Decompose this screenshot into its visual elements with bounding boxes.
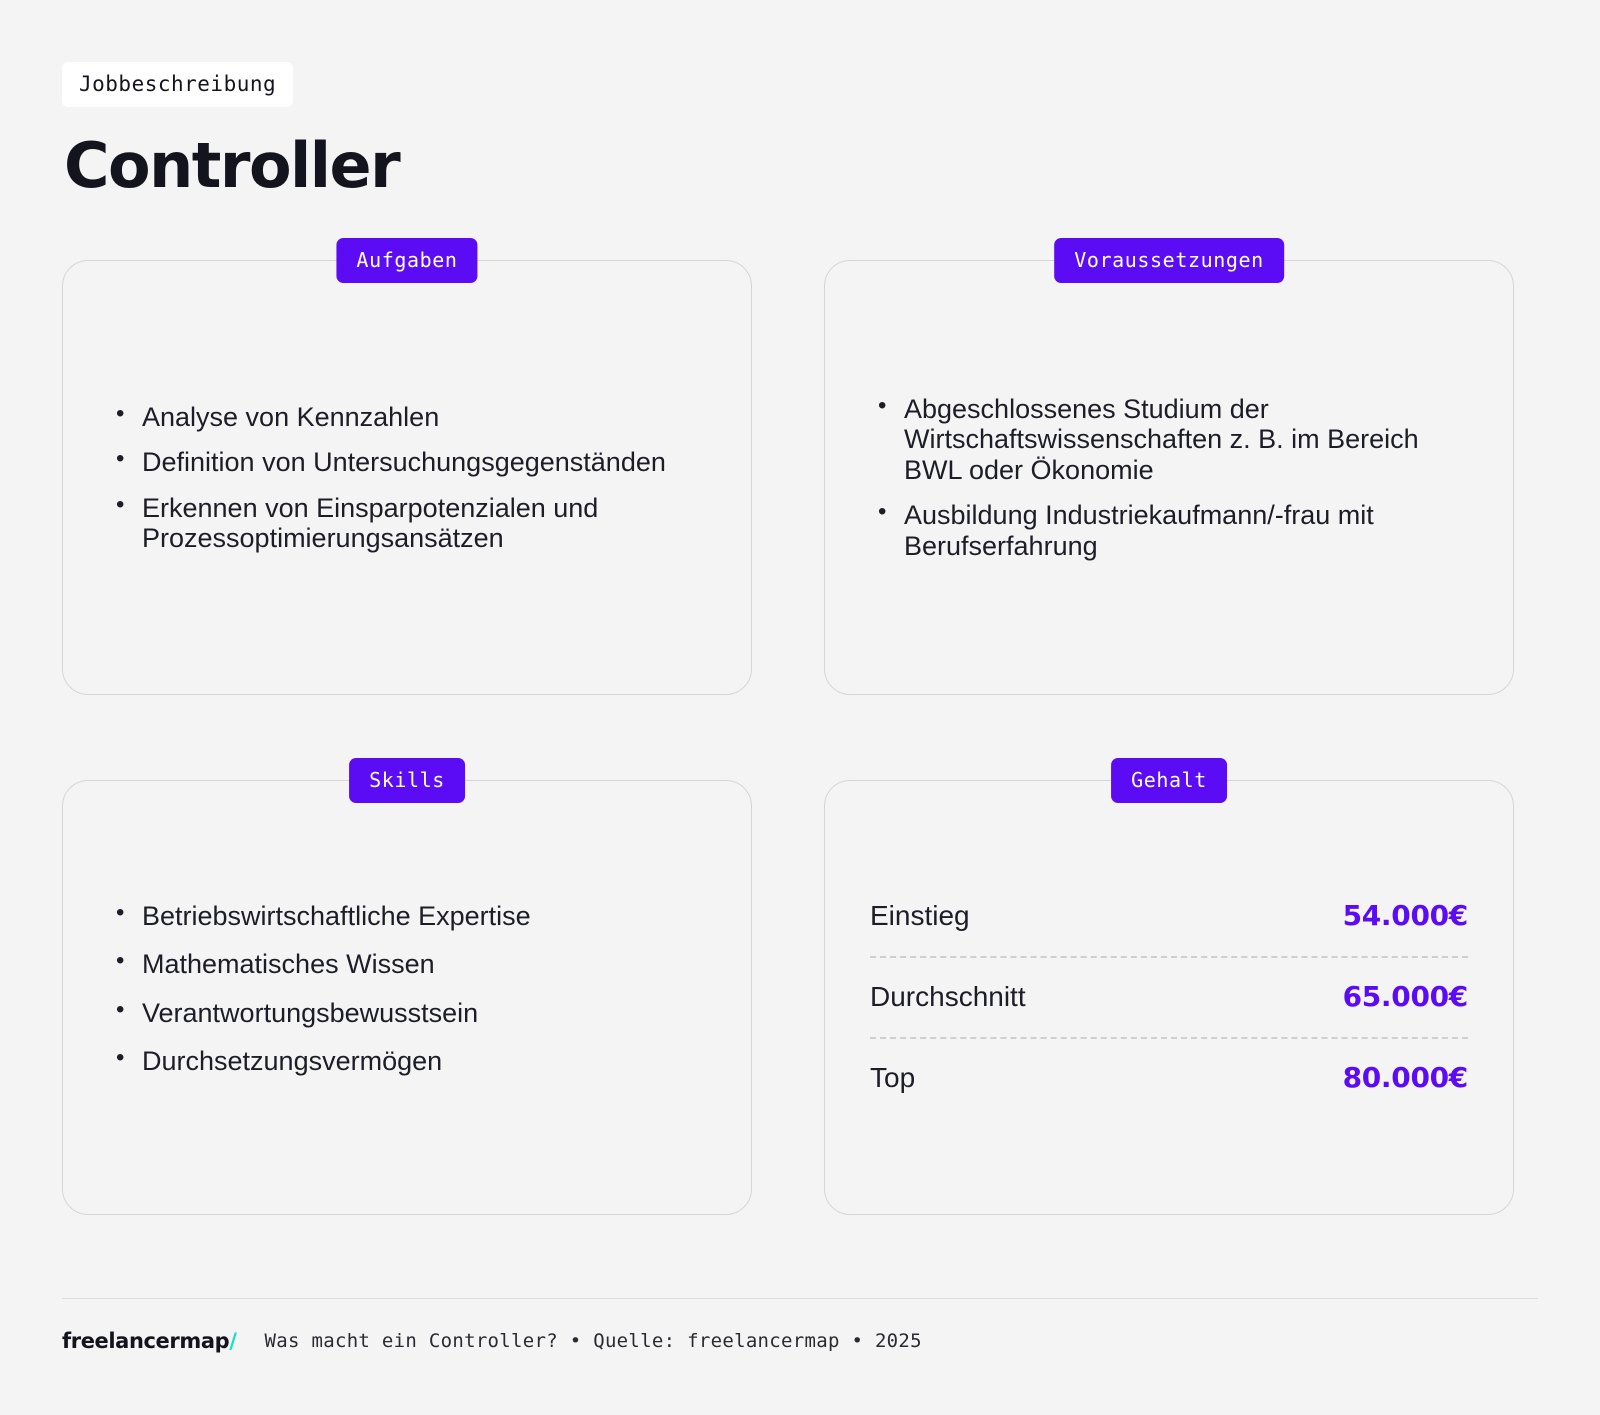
- table-row: [870, 1049, 1468, 1108]
- card-requirements: [824, 248, 1514, 695]
- card-salary-body: [824, 780, 1514, 1215]
- salary-label: Einstieg: [870, 900, 970, 931]
- brand-slash: /: [229, 1329, 237, 1353]
- salary-value: 80.000€: [1342, 1061, 1468, 1094]
- card-salary-badge: Gehalt: [1111, 758, 1227, 803]
- list-item: • Abgeschlossenes Studium der Wirtschaftswissenschaften z. B. im Bereich BWL oder Ökonomie: [870, 394, 1468, 486]
- table-row: [870, 887, 1468, 946]
- list-item: • Durchsetzungsvermögen: [108, 1046, 706, 1077]
- card-skills-badge: Skills: [349, 758, 465, 803]
- card-requirements-body: [824, 260, 1514, 695]
- card-tasks: [62, 248, 752, 695]
- card-tasks-badge: Aufgaben: [336, 238, 477, 283]
- list-item: • Betriebswirtschaftliche Expertise: [108, 901, 706, 932]
- skills-list: [108, 901, 706, 1095]
- salary-table: [870, 887, 1468, 1108]
- footer: [62, 1329, 922, 1353]
- list-item: • Verantwortungsbewusstsein: [108, 998, 706, 1029]
- page-title: Controller: [64, 129, 400, 202]
- card-tasks-body: [62, 260, 752, 695]
- card-skills: [62, 768, 752, 1215]
- brand-name: freelancermap: [62, 1329, 230, 1353]
- row-divider: [870, 1037, 1468, 1039]
- table-row: [870, 968, 1468, 1027]
- list-item: • Analyse von Kennzahlen: [108, 402, 706, 433]
- card-grid: [62, 248, 1538, 1215]
- card-requirements-badge: Voraussetzungen: [1054, 238, 1284, 283]
- card-salary: [824, 768, 1514, 1215]
- salary-label: Durchschnitt: [870, 981, 1026, 1012]
- list-item: • Ausbildung Industriekaufmann/-frau mit Berufserfahrung: [870, 500, 1468, 561]
- footer-caption: Was macht ein Controller? • Quelle: freelancermap • 2025: [264, 1330, 922, 1352]
- salary-label: Top: [870, 1062, 916, 1093]
- row-divider: [870, 956, 1468, 958]
- list-item: • Definition von Untersuchungsgegenständen: [108, 447, 706, 478]
- requirements-list: [870, 394, 1468, 562]
- eyebrow-badge: Jobbeschreibung: [62, 62, 293, 107]
- footer-divider: [62, 1298, 1538, 1299]
- list-item: • Erkennen von Einsparpotenzialen und Prozessoptimierungsansätzen: [108, 493, 706, 554]
- list-item: • Mathematisches Wissen: [108, 949, 706, 980]
- tasks-list: [108, 402, 706, 554]
- card-skills-body: [62, 780, 752, 1215]
- brand-logo: [62, 1329, 237, 1353]
- salary-value: 65.000€: [1342, 980, 1468, 1013]
- salary-value: 54.000€: [1342, 899, 1468, 932]
